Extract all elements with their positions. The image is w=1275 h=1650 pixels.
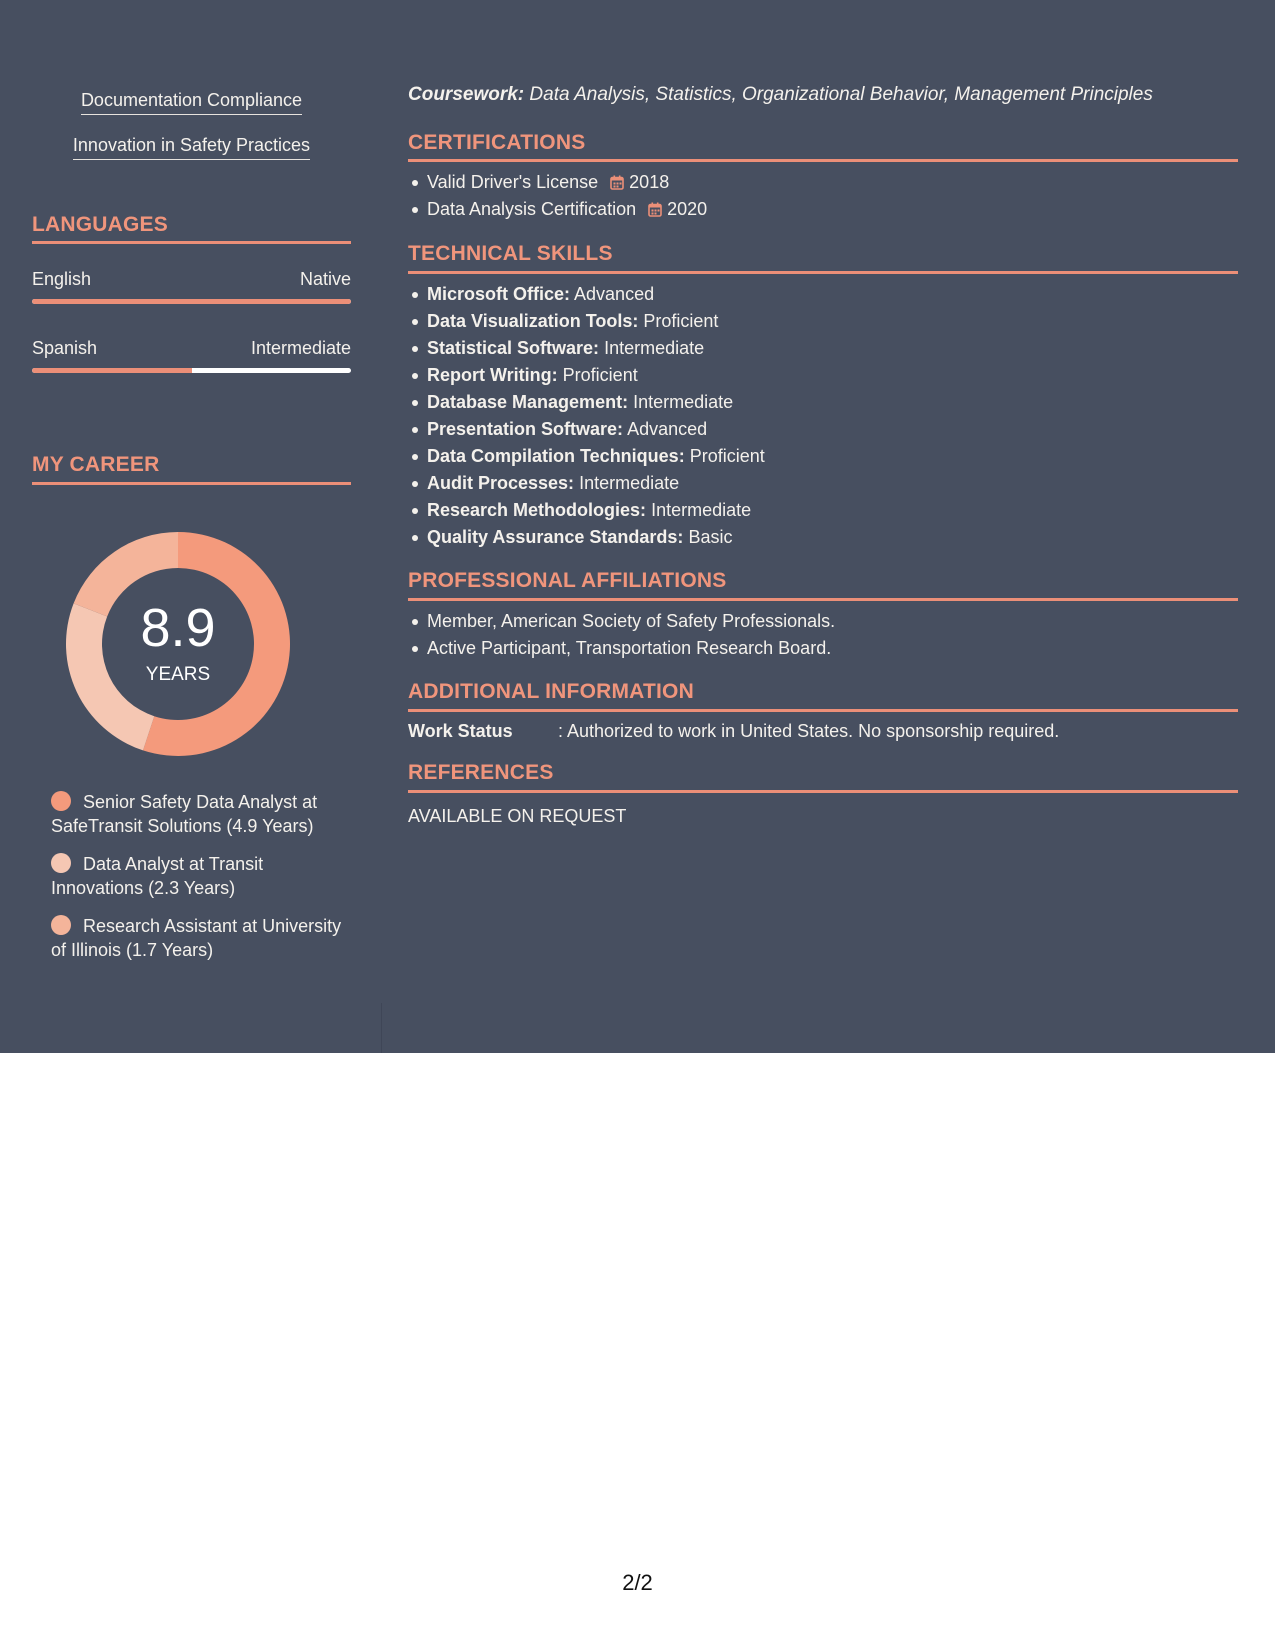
affiliation-item: Member, American Society of Safety Professionals. — [427, 608, 835, 635]
technical-skill-level: Proficient — [689, 446, 765, 466]
references-rule — [408, 790, 1238, 793]
technical-skill-level: Intermediate — [633, 392, 734, 412]
affiliation-item: Active Participant, Transportation Research Board. — [427, 635, 835, 662]
certification-year: 2018 — [629, 172, 670, 192]
career-legend-label: Research Assistant at University of Illinois (1.7 Years) — [51, 916, 342, 960]
language-row-english — [32, 268, 351, 290]
technical-skill-name: Database Management: — [427, 392, 629, 412]
technical-skill-level: Intermediate — [579, 473, 680, 493]
skill-link-innovation-safety[interactable] — [32, 134, 351, 160]
career-rule — [32, 482, 351, 485]
technical-skill-name: Statistical Software: — [427, 338, 600, 358]
references-text: AVAILABLE ON REQUEST — [408, 806, 627, 826]
technical-skill-item — [427, 443, 765, 470]
language-bar-fill — [32, 299, 351, 304]
technical-skill-name: Audit Processes: — [427, 473, 575, 493]
language-bar-spanish — [32, 368, 351, 373]
certifications-rule — [408, 159, 1238, 162]
languages-rule — [32, 241, 351, 244]
technical-skill-name: Presentation Software: — [427, 419, 624, 439]
technical-skill-level: Intermediate — [604, 338, 705, 358]
certification-item — [427, 169, 707, 196]
language-level: Native — [299, 269, 351, 289]
language-bar-fill — [32, 368, 192, 373]
legend-dot — [51, 853, 71, 873]
career-legend-item — [51, 852, 351, 900]
certifications-title: CERTIFICATIONS — [408, 131, 586, 154]
page-number: 2/2 — [622, 1570, 653, 1595]
career-total-unit: YEARS — [145, 664, 211, 685]
language-bar-english — [32, 299, 351, 304]
certification-year: 2020 — [667, 199, 708, 219]
technical-skills-title: TECHNICAL SKILLS — [408, 242, 613, 265]
technical-skills-list — [408, 281, 765, 551]
column-divider — [381, 1003, 382, 1053]
language-name: Spanish — [32, 338, 98, 358]
technical-skill-level: Basic — [688, 527, 733, 547]
affiliations-title: PROFESSIONAL AFFILIATIONS — [408, 569, 727, 592]
calendar-icon — [610, 175, 624, 190]
technical-skill-item — [427, 470, 765, 497]
language-name: English — [32, 269, 92, 289]
technical-skill-item — [427, 308, 765, 335]
affiliations-list — [408, 608, 835, 662]
technical-skill-item — [427, 335, 765, 362]
career-legend-label: Senior Safety Data Analyst at SafeTransit Solutions (4.9 Years) — [51, 792, 318, 836]
work-status-label: Work Status — [408, 721, 513, 741]
technical-skill-name: Research Methodologies: — [427, 500, 647, 520]
legend-dot — [51, 915, 71, 935]
career-legend-item — [51, 914, 351, 962]
technical-skill-level: Advanced — [574, 284, 655, 304]
skill-link-label: Innovation in Safety Practices — [73, 134, 310, 160]
career-legend-label: Data Analyst at Transit Innovations (2.3 Years) — [51, 854, 264, 898]
skill-link-label: Documentation Compliance — [81, 89, 302, 115]
technical-skill-item — [427, 497, 765, 524]
technical-skill-name: Microsoft Office: — [427, 284, 571, 304]
certifications-list — [408, 169, 707, 223]
technical-skill-item — [427, 362, 765, 389]
technical-skill-name: Data Compilation Techniques: — [427, 446, 685, 466]
technical-skill-level: Proficient — [643, 311, 719, 331]
additional-info-rule — [408, 709, 1238, 712]
coursework-line — [408, 83, 1153, 107]
coursework-label: Coursework: — [408, 84, 525, 105]
technical-skill-item — [427, 281, 765, 308]
technical-skill-level: Proficient — [562, 365, 638, 385]
language-level: Intermediate — [250, 338, 351, 358]
career-title: MY CAREER — [32, 453, 160, 476]
career-legend-item — [51, 790, 351, 838]
language-row-spanish — [32, 337, 351, 359]
technical-skill-item — [427, 524, 765, 551]
references-title: REFERENCES — [408, 761, 554, 784]
legend-dot — [51, 791, 71, 811]
calendar-icon — [648, 202, 662, 217]
career-donut-center — [66, 532, 290, 756]
additional-info-title: ADDITIONAL INFORMATION — [408, 680, 694, 703]
technical-skill-item — [427, 389, 765, 416]
career-total-years: 8.9 — [140, 598, 216, 658]
technical-skills-rule — [408, 271, 1238, 274]
technical-skill-level: Intermediate — [651, 500, 752, 520]
technical-skill-item — [427, 416, 765, 443]
certification-name: Valid Driver's License — [427, 172, 599, 192]
technical-skill-name: Quality Assurance Standards: — [427, 527, 684, 547]
work-status-line — [408, 720, 1059, 742]
skill-link-documentation-compliance[interactable] — [32, 89, 351, 115]
technical-skill-level: Advanced — [627, 419, 708, 439]
affiliations-rule — [408, 598, 1238, 601]
certification-name: Data Analysis Certification — [427, 199, 637, 219]
work-status-value: : Authorized to work in United States. No sponsorship required. — [558, 721, 1060, 741]
coursework-text: Data Analysis, Statistics, Organizational Behavior, Management Principles — [529, 84, 1153, 105]
certification-item — [427, 196, 707, 223]
technical-skill-name: Data Visualization Tools: — [427, 311, 639, 331]
languages-title: LANGUAGES — [32, 213, 168, 236]
technical-skill-name: Report Writing: — [427, 365, 558, 385]
